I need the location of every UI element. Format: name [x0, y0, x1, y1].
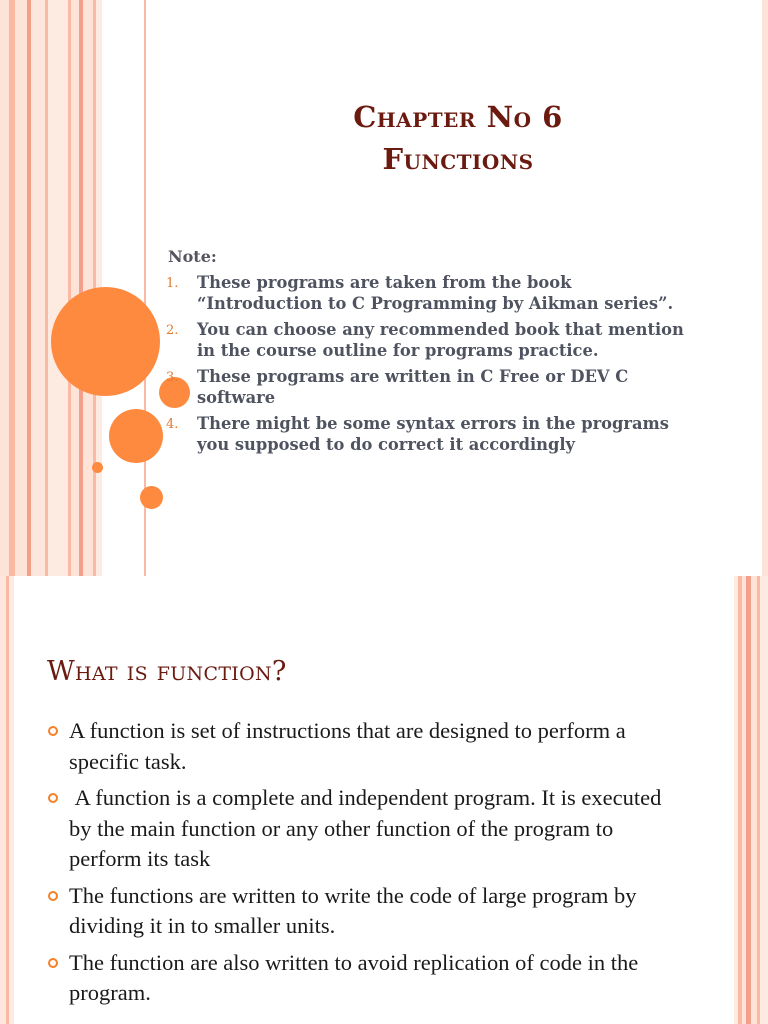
decor-circle: [51, 287, 160, 396]
bullet-text: A function is a complete and independent program. It is executed by the main function or any other function of the program to perform its task: [69, 785, 667, 871]
decor-stripe: [48, 0, 68, 576]
bullet-circle-icon: [48, 891, 58, 901]
note-item: [166, 366, 686, 408]
bullet-circle-icon: [48, 958, 58, 968]
bullet-circle-icon: [48, 726, 58, 736]
bullet-text: A function is set of instructions that are designed to perform a specific task.: [69, 718, 626, 774]
bullet-list: [48, 716, 688, 1015]
note-label: Note:: [168, 247, 217, 266]
note-number: 2.: [166, 323, 179, 338]
note-item: [166, 319, 686, 361]
slide-1-title: [148, 96, 768, 180]
bullet-item: [48, 716, 688, 777]
note-text: You can choose any recommended book that mention in the course outline for programs practice.: [197, 320, 684, 360]
decor-stripe: [760, 576, 768, 1024]
decor-stripe: [9, 576, 14, 1024]
note-item: [166, 272, 686, 314]
note-number: 3.: [166, 370, 179, 385]
note-text: These programs are written in C Free or DEV C software: [197, 367, 629, 407]
bullet-text: The function are also written to avoid replication of code in the program.: [69, 949, 639, 1005]
decor-stripe: [71, 0, 79, 576]
slide-2: [0, 576, 768, 1024]
bullet-text: The functions are written to write the code of large program by dividing it in to smaller units.: [69, 882, 637, 938]
decor-circle: [109, 409, 163, 463]
note-number: 4.: [166, 417, 179, 432]
decor-circle: [140, 486, 163, 509]
bullet-item: [48, 948, 688, 1009]
note-text: There might be some syntax errors in the programs you supposed to do correct it accordingly: [197, 414, 669, 454]
title-line-2: Functions: [382, 142, 534, 176]
bullet-circle-icon: [48, 793, 58, 803]
slide-2-title: What is function?: [47, 656, 287, 687]
bullet-item: [48, 783, 688, 875]
decor-stripe: [15, 0, 27, 576]
decor-stripe: [31, 0, 45, 576]
bullet-item: [48, 881, 688, 942]
note-number: 1.: [166, 276, 179, 291]
note-list: [166, 272, 686, 460]
decor-stripe: [0, 0, 9, 576]
note-item: [166, 413, 686, 455]
decor-stripe: [762, 0, 768, 576]
note-text: These programs are taken from the book “Introduction to C Programming by Aikman series”.: [197, 273, 674, 313]
decor-circle: [92, 462, 103, 473]
title-line-1: Chapter No 6: [353, 100, 563, 134]
